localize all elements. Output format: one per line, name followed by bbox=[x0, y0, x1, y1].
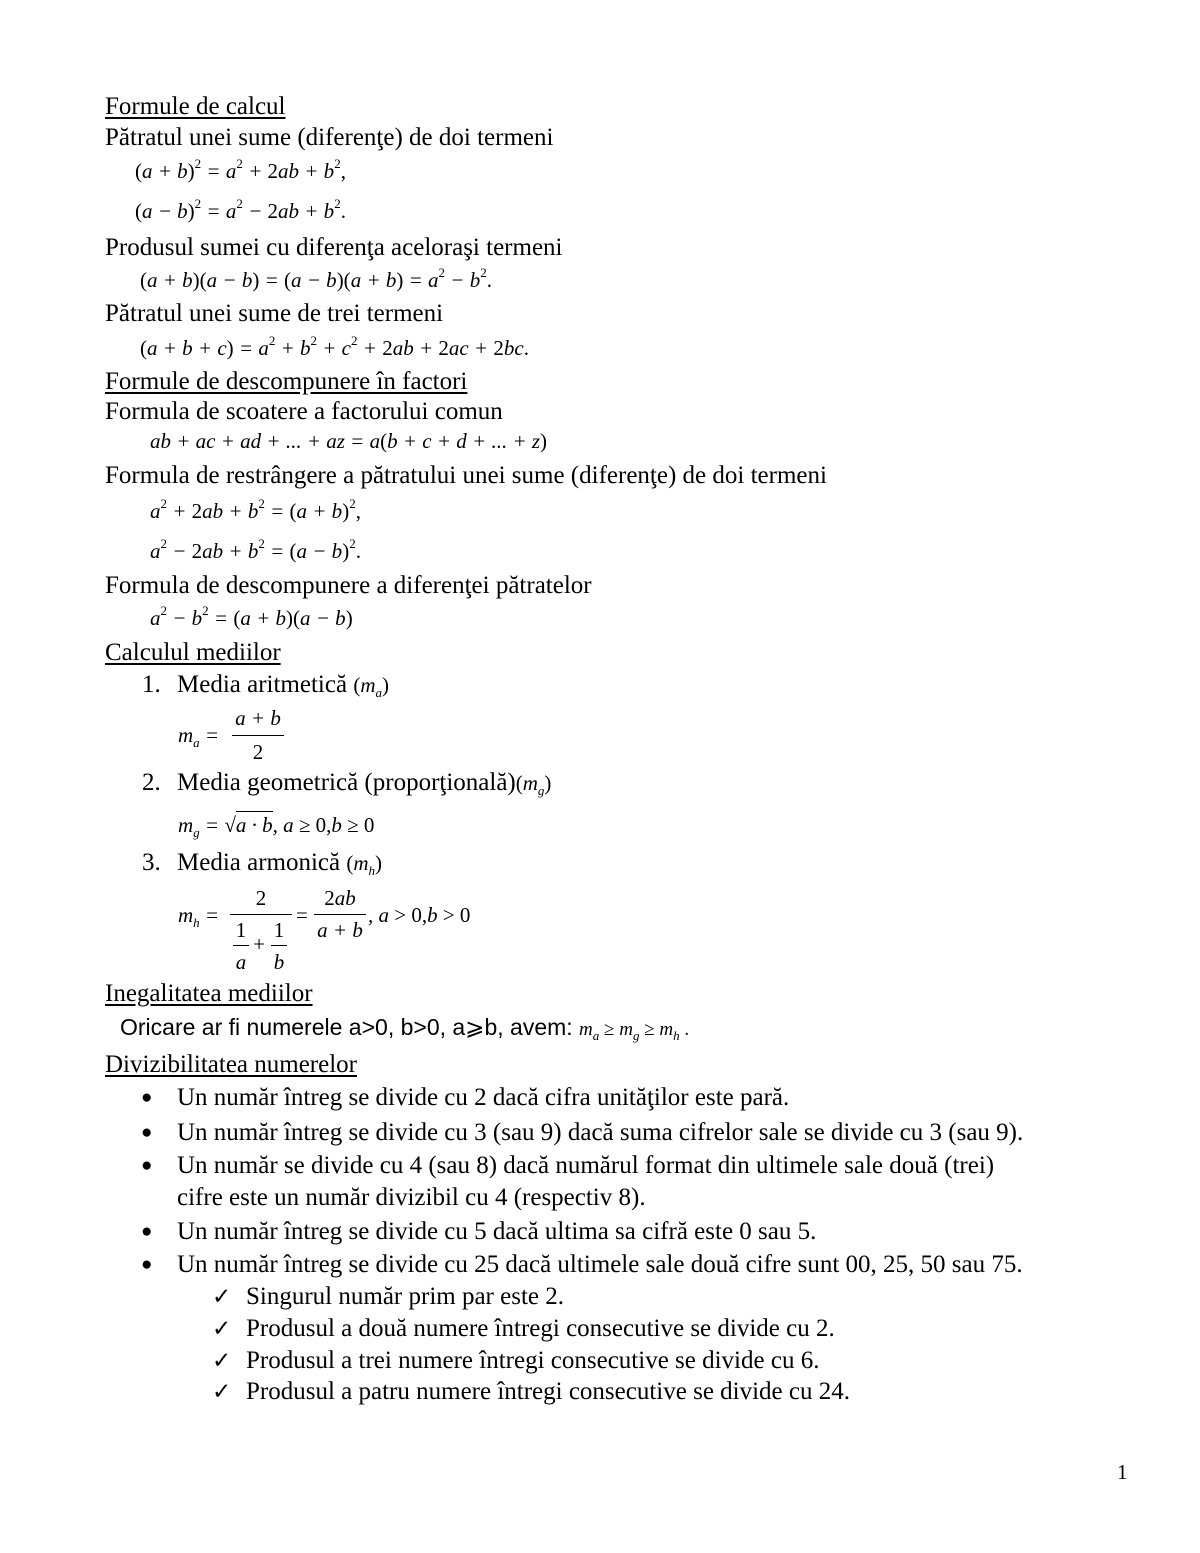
page-number: 1 bbox=[1117, 1460, 1128, 1484]
checkmark-icon: ✓ bbox=[212, 1348, 232, 1373]
formula-square-three: $(a + b + c) = a^2 + b^2 + c^2 + 2ab + 2ac + 2bc$. bbox=[140, 333, 529, 360]
divisibility-rule-5: Un număr întreg se divide cu 5 dacă ultima sa cifră este 0 sau 5. bbox=[177, 1218, 817, 1245]
formula-common-factor: ab + ac + ad + ... + az = a(b + c + d + ... + z) bbox=[150, 429, 548, 453]
geometric-mean-formula: $m_g = √a \cdot b$, a ≥ 0,b ≥ 0 bbox=[178, 813, 375, 841]
check-item-prime: Singurul număr prim par este 2. bbox=[246, 1283, 564, 1310]
divisibility-rule-3: Un număr întreg se divide cu 3 (sau 9) dacă suma cifrelor sale se divide cu 3 (sau 9). bbox=[177, 1119, 1024, 1146]
bullet-dot-icon: ● bbox=[141, 1087, 153, 1108]
harmonic-mean-symbol: $(m_h)$ bbox=[346, 851, 383, 879]
harmonic-plus: + bbox=[253, 932, 265, 956]
fraction-bar bbox=[230, 914, 292, 915]
harmonic-one-a-den: a bbox=[235, 950, 247, 974]
arithmetic-mean-numerator: a + b bbox=[235, 706, 281, 730]
heading-means: Calculul mediilor bbox=[105, 639, 281, 666]
heading-formule-calcul: Formule de calcul bbox=[105, 93, 286, 120]
divisibility-rule-2: Un număr întreg se divide cu 2 dacă cifra unităţilor este pară. bbox=[177, 1084, 790, 1111]
formula-square-sum: $(a + b)^2 = a^2 + 2ab + b^2$, bbox=[135, 156, 346, 183]
check-item-two: Produsul a două numere întregi consecutive se divide cu 2. bbox=[246, 1315, 835, 1342]
inequality-text: Oricare ar fi numerele a>0, b>0, a⩾b, avem: bbox=[120, 1014, 573, 1040]
inequality-formula: $m_a \ge m_g \ge m_h$ . bbox=[579, 1019, 690, 1043]
harmonic-conditions: , a > 0,b > 0 bbox=[368, 903, 471, 927]
subheading-common-factor: Formula de scoatere a factorului comun bbox=[105, 398, 503, 425]
geometric-mean-text: Media geometrică (proporţională) bbox=[177, 769, 516, 796]
arithmetic-mean-lhs: $m_a$ = bbox=[178, 723, 220, 751]
formula-restrict-diff: $a^2 - 2ab + b^2 = (a - b)^2$. bbox=[150, 536, 361, 563]
arithmetic-mean-symbol: $(m_a)$ bbox=[353, 673, 389, 701]
divisibility-rule-4: Un număr se divide cu 4 (sau 8) dacă numărul format din ultimele sale două (trei) bbox=[177, 1152, 995, 1179]
fraction-bar bbox=[271, 945, 287, 946]
harmonic-equals: = bbox=[296, 903, 308, 927]
checkmark-icon: ✓ bbox=[212, 1379, 232, 1404]
harmonic-mean-lhs: $m_h$ = bbox=[178, 903, 220, 931]
harmonic-mean-text: Media armonică bbox=[177, 849, 341, 876]
subheading-diff-squares: Formula de descompunere a diferenţei pătratelor bbox=[105, 572, 592, 599]
heading-descompunere: Formule de descompunere în factori bbox=[105, 368, 468, 395]
list-number-2: 2. bbox=[142, 769, 161, 796]
bullet-dot-icon: ● bbox=[141, 1254, 153, 1275]
fraction-bar bbox=[314, 914, 366, 915]
harmonic-2ab: 2ab bbox=[324, 886, 356, 910]
formula-product-sum-diff: $(a + b)(a - b) = (a - b)(a + b) = a^2 - b^2$. bbox=[140, 265, 492, 292]
harmonic-mean-label bbox=[177, 848, 382, 878]
bullet-dot-icon: ● bbox=[141, 1122, 153, 1143]
harmonic-one-a-num: 1 bbox=[235, 918, 247, 942]
arithmetic-mean-label bbox=[177, 670, 389, 700]
subheading-square-three: Pătratul unei sume de trei termeni bbox=[105, 300, 444, 327]
subheading-restrict-square: Formula de restrângere a pătratului unei sume (diferenţe) de doi termeni bbox=[105, 462, 827, 489]
subheading-product-sum-diff: Produsul sumei cu diferenţa aceloraşi termeni bbox=[105, 234, 563, 261]
formula-diff-squares: $a^2 - b^2 = (a + b)(a - b)$ bbox=[150, 603, 353, 630]
inequality-sentence bbox=[120, 1012, 689, 1043]
list-number-3: 3. bbox=[142, 849, 161, 876]
harmonic-numerator-2: 2 bbox=[255, 886, 267, 910]
check-item-four: Produsul a patru numere întregi consecutive se divide cu 24. bbox=[246, 1378, 851, 1405]
heading-divisibility: Divizibilitatea numerelor bbox=[105, 1051, 357, 1078]
checkmark-icon: ✓ bbox=[212, 1284, 232, 1309]
heading-inequality: Inegalitatea mediilor bbox=[105, 980, 313, 1007]
bullet-dot-icon: ● bbox=[141, 1221, 153, 1242]
arithmetic-mean-text: Media aritmetică bbox=[177, 671, 348, 698]
formula-restrict-sum: $a^2 + 2ab + b^2 = (a + b)^2$, bbox=[150, 496, 361, 523]
subheading-square-sum: Pătratul unei sume (diferenţe) de doi termeni bbox=[105, 124, 554, 151]
checkmark-icon: ✓ bbox=[212, 1316, 232, 1341]
list-number-1: 1. bbox=[142, 671, 161, 698]
fraction-bar bbox=[233, 945, 249, 946]
fraction-bar bbox=[232, 735, 284, 736]
check-item-three: Produsul a trei numere întregi consecutive se divide cu 6. bbox=[246, 1347, 820, 1374]
geometric-mean-symbol: $(m_g)$ bbox=[515, 771, 552, 799]
arithmetic-mean-denominator: 2 bbox=[252, 740, 264, 764]
divisibility-rule-4-cont: cifre este un număr divizibil cu 4 (respectiv 8). bbox=[177, 1184, 646, 1211]
harmonic-one-b-den: b bbox=[273, 950, 285, 974]
formula-square-diff: $(a - b)^2 = a^2 - 2ab + b^2$. bbox=[135, 196, 346, 223]
harmonic-one-b-num: 1 bbox=[273, 918, 285, 942]
harmonic-a-plus-b: a + b bbox=[317, 918, 363, 942]
bullet-dot-icon: ● bbox=[141, 1155, 153, 1176]
geometric-mean-label bbox=[177, 768, 551, 798]
divisibility-rule-25: Un număr întreg se divide cu 25 dacă ultimele sale două cifre sunt 00, 25, 50 sau 75. bbox=[177, 1251, 1023, 1278]
